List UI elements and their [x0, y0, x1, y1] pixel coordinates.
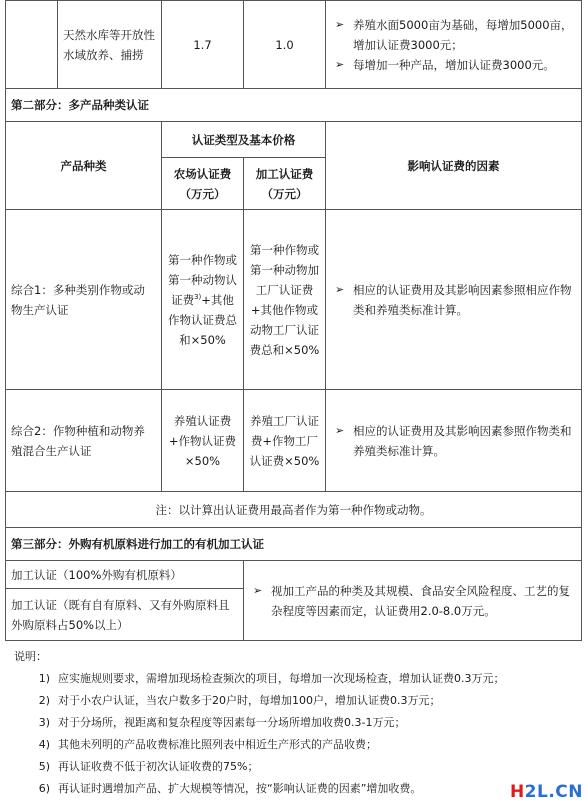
table-row	[6, 561, 582, 589]
table-note: 注：以计算出认证费用最高者作为第一种作物或动物。	[6, 492, 582, 528]
notes-title: 说明：	[14, 650, 47, 663]
section-header-row	[6, 528, 582, 561]
factory-fee-cell: 第一种作物或第一种动物加工厂认证费+其他作物或动物工厂认证费总和×50%	[244, 210, 326, 390]
list-item: ➢ 相应的认证费用及其影响因素参照作物类和养殖类标准计算。	[331, 421, 576, 461]
note-item: 3) 对于分场所，视距离和复杂程度等因素每一分场所增加收费0.3-1万元；	[38, 716, 406, 729]
product-cell: 综合1：多种类别作物或动物生产认证	[6, 210, 162, 390]
section-header-row	[6, 89, 582, 122]
table-row	[6, 390, 582, 492]
note-item: 1) 应实施规则要求，需增加现场检查频次的项目，每增加一次现场检查，增加认证费0.3万元；	[38, 672, 505, 685]
fee-table	[5, 0, 582, 641]
table-row	[6, 1, 582, 89]
list-item: ➢ 视加工产品的种类及其规模、食品安全风险程度、工艺的复杂程度等因素而定，认证费用2.0-8.0万元。	[249, 581, 576, 621]
factory-fee-cell: 养殖工厂认证费+作物工厂认证费×50%	[244, 390, 326, 492]
arrow-bullet-icon: ➢	[335, 17, 345, 31]
section-title: 第三部分：外购有机原料进行加工的有机加工认证	[6, 528, 582, 561]
factors-cell	[326, 390, 582, 492]
product-cell: 加工认证（既有自有原料、又有外购原料且外购原料占50%以上）	[6, 589, 244, 641]
product-cell: 天然水库等开放性水域放养、捕捞	[58, 1, 162, 89]
product-cell: 综合2：作物种植和动物养殖混合生产认证	[6, 390, 162, 492]
farm-fee-cell: 养殖认证费+作物认证费×50%	[162, 390, 244, 492]
factory-fee-cell: 1.0	[244, 1, 326, 89]
arrow-bullet-icon: ➢	[253, 583, 263, 597]
notes-section	[6, 646, 581, 800]
list-item: ➢ 每增加一种产品，增加认证费3000元。	[331, 55, 576, 75]
table-header-row	[6, 122, 582, 158]
list-item: ➢ 养殖水面5000亩为基础，每增加5000亩，增加认证费3000元；	[331, 15, 576, 55]
column-header-factory-fee: 加工认证费（万元）	[244, 158, 326, 210]
factors-cell	[244, 561, 582, 641]
farm-fee-cell: 第一种作物或第一种动物认证费$^{3)}$+其他作物认证费总和×50%	[162, 210, 244, 390]
note-item: 5) 再认证收费不低于初次认证收费的75%；	[38, 760, 259, 773]
column-header-farm-fee: 农场认证费（万元）	[162, 158, 244, 210]
table-cell-blank	[6, 1, 58, 89]
list-item: ➢ 相应的认证费用及其影响因素参照相应作物类和养殖类标准计算。	[331, 280, 576, 320]
site-watermark-logo: H2L.CN	[509, 782, 583, 802]
arrow-bullet-icon: ➢	[335, 57, 345, 71]
arrow-bullet-icon: ➢	[335, 282, 345, 296]
column-header-factors: 影响认证费的因素	[326, 122, 582, 210]
farm-fee-cell: 1.7	[162, 1, 244, 89]
table-row	[6, 210, 582, 390]
factors-cell	[326, 210, 582, 390]
note-item: 4) 其他未列明的产品收费标准比照列表中相近生产形式的产品收费；	[38, 738, 377, 751]
column-header-cert-type: 认证类型及基本价格	[162, 122, 326, 158]
arrow-bullet-icon: ➢	[335, 423, 345, 437]
note-item: 6) 再认证时遇增加产品、扩大规模等情况，按“影响认证费的因素”增加收费。	[38, 782, 422, 795]
note-item: 2) 对于小农户认证，当农户数多于20户时，每增加100户，增加认证费0.3万元；	[38, 694, 441, 707]
table-row	[6, 492, 582, 528]
product-cell: 加工认证（100%外购有机原料）	[6, 561, 244, 589]
section-title: 第二部分：多产品种类认证	[6, 89, 582, 122]
factors-cell	[326, 1, 582, 89]
column-header-product: 产品种类	[6, 122, 162, 210]
